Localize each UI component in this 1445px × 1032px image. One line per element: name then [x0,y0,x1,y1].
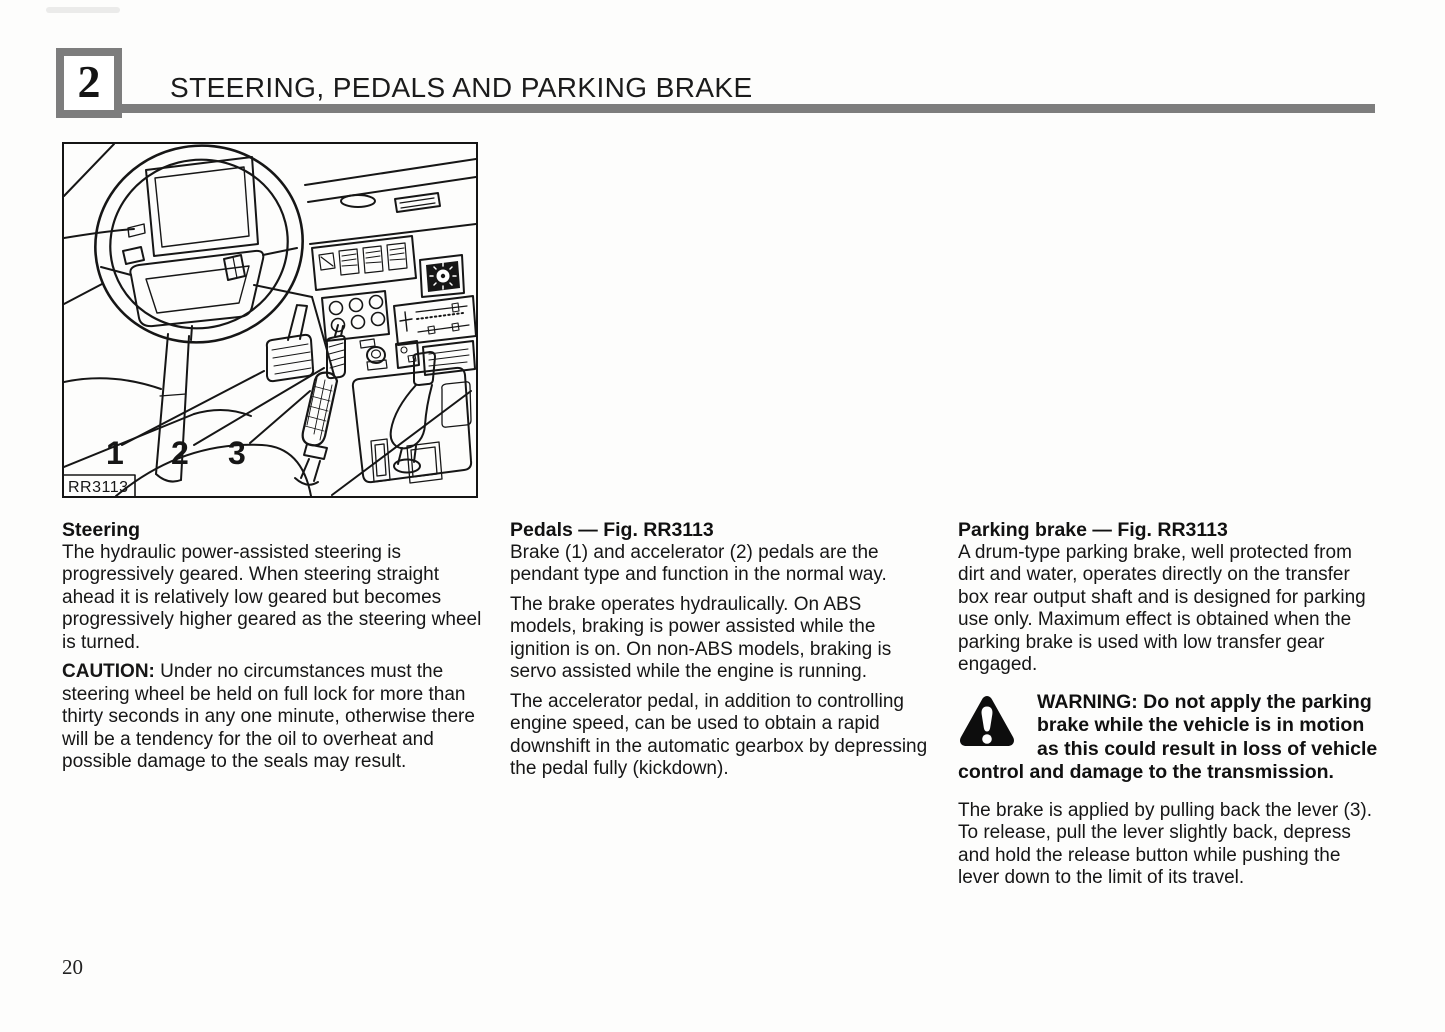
warning-triangle-icon [958,693,1016,750]
scan-artifact [46,7,120,13]
figure-label-1: 1 [106,435,124,471]
instrument-binnacle [128,157,258,256]
pedals-paragraph-2: The brake operates hydraulically. On ABS models, braking is power assisted while the ignition is on. On non-ABS models, braking is servo assisted while the engine is running. [510,593,892,682]
pedals-section [510,519,930,788]
chapter-number: 2 [77,56,101,107]
figure-rr3113 [62,142,478,498]
pedals-paragraph-1: Brake (1) and accelerator (2) pedals are the pendant type and function in the normal way. [510,541,887,585]
figure-label-3: 3 [228,435,246,471]
caution-text: Under no circumstances must the steering wheel be held on full lock for more than thirty seconds in any one minute, otherwise there will be a tendency for the oil to overheat and possible damage to the seals may result. [62,661,475,772]
parking-brake-paragraph-2: The brake is applied by pulling back the lever (3). To release, pull the lever slightly back, depress and hold the release button while pushing the lever down to the limit of its travel. [958,799,1373,888]
warning-block [958,691,1380,785]
figure-code: RR3113 [68,479,129,496]
steering-paragraph: The hydraulic power-assisted steering is progressively geared. When steering straight ahead it is relatively low geared but becomes progressively higher geared as the steering wheel is turned. [62,541,482,653]
page-number: 20 [62,955,83,979]
page-title: STEERING, PEDALS AND PARKING BRAKE [170,72,753,103]
steering-wheel [74,144,323,364]
gear-selector [332,352,471,495]
figure-label-2: 2 [171,435,189,471]
header-rule [60,104,1375,113]
caution-label: CAUTION: [62,661,155,682]
parking-brake-heading: Parking brake — Fig. RR3113 [958,519,1228,541]
dash-panels [312,236,476,375]
label-leader-lines [122,368,324,445]
pedals-heading: Pedals — Fig. RR3113 [510,519,714,541]
parking-brake-paragraph-1: A drum-type parking brake, well protected from dirt and water, operates directly on the transfer box rear output shaft and is designed for parking use only. Maximum effect is obtained when the parking brake is used with low transfer gear engaged. [958,541,1366,675]
caution-paragraph [62,661,482,774]
chapter-number-box [56,48,122,118]
parking-brake-section [958,519,1380,897]
dashboard-line-drawing [64,144,476,496]
warning-text: WARNING: Do not apply the parking brake while the vehicle is in motion as this could result in loss of vehicle control and damage to the transmission. [958,690,1378,783]
pedals-paragraph-3: The accelerator pedal, in addition to controlling engine speed, can be used to obtain a rapid downshift in the automatic gearbox by depressing the pedal fully (kickdown). [510,690,928,779]
steering-section [62,519,482,781]
steering-heading: Steering [62,519,141,541]
